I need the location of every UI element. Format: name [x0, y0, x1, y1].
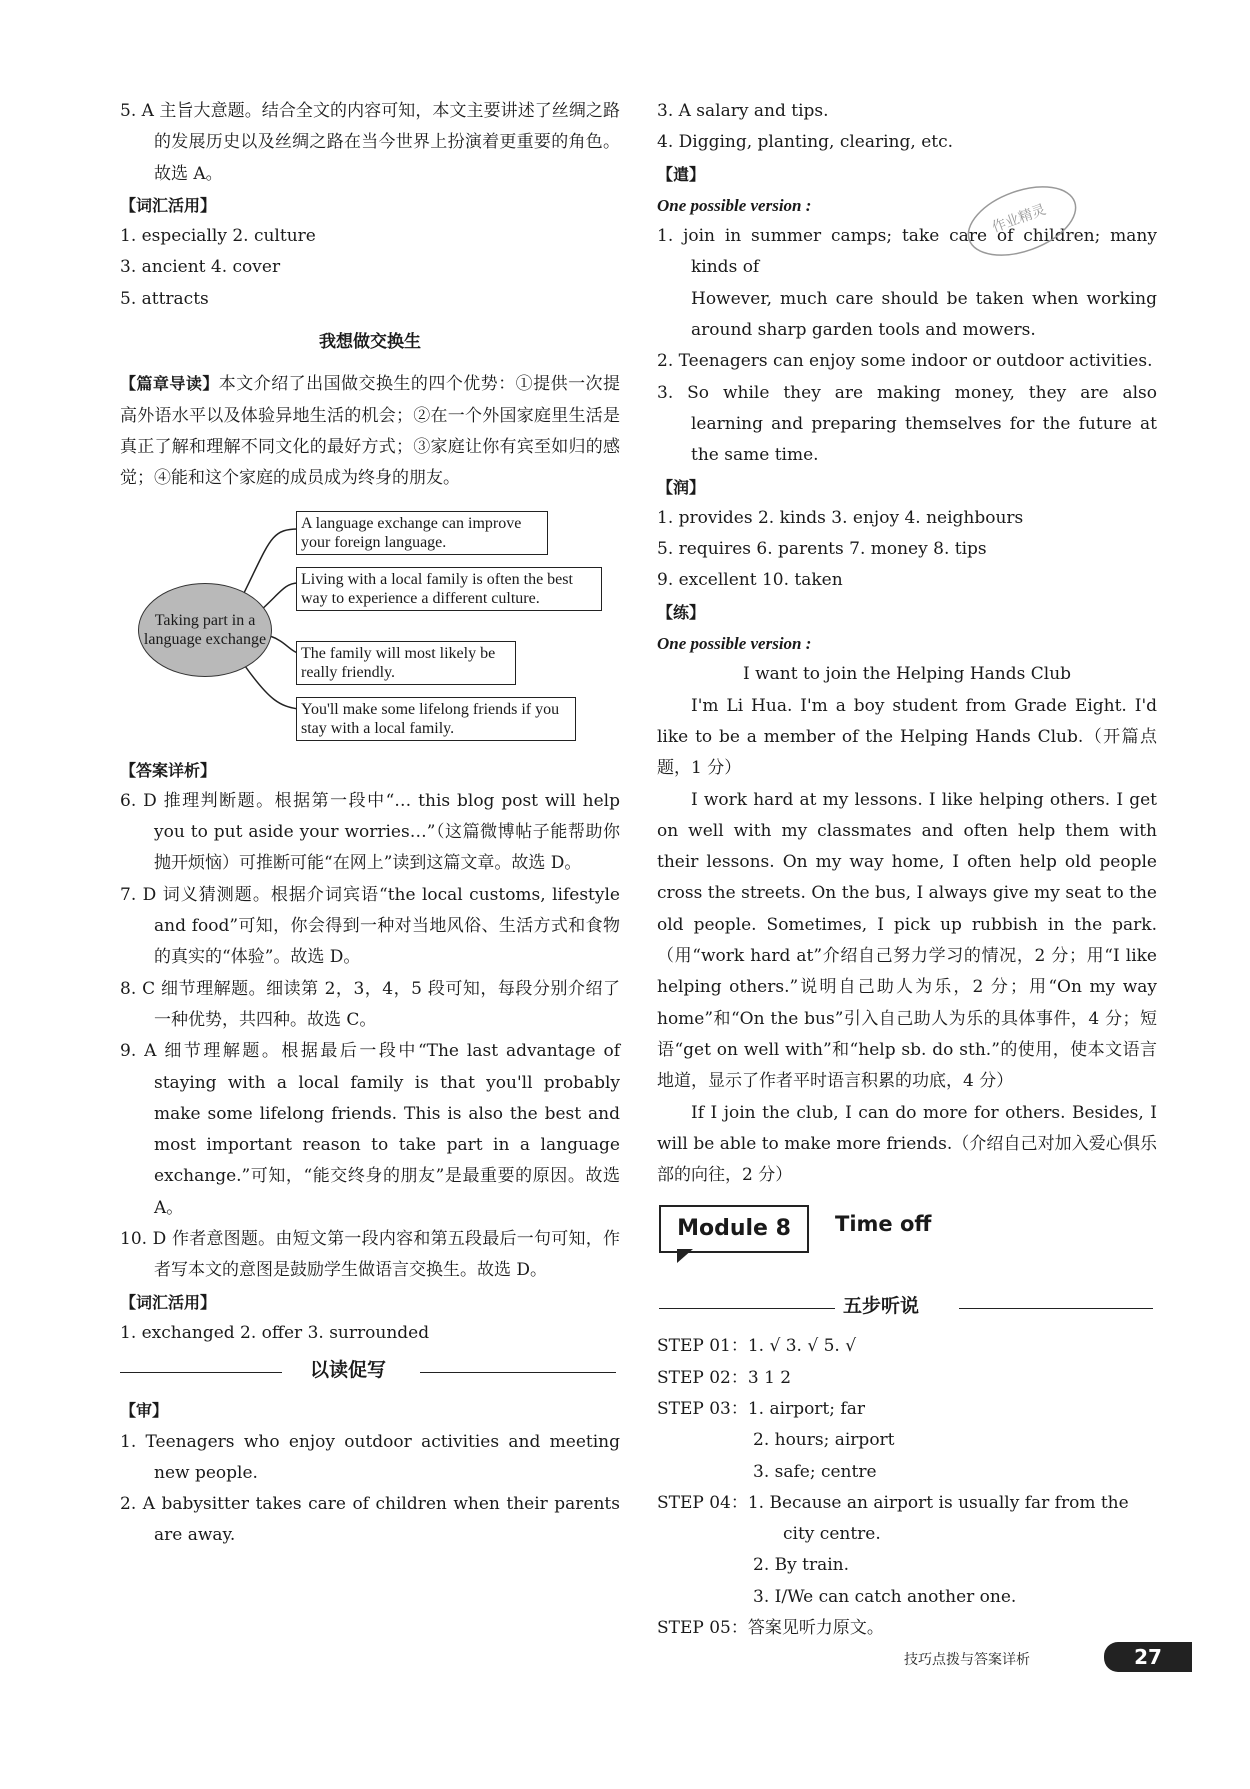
- divider-line: [420, 1372, 616, 1373]
- item-4: 4. Digging, planting, clearing, etc.: [657, 132, 954, 153]
- divider-line: [959, 1308, 1153, 1309]
- answer-10: 10. D 作者意图题。由短文第一段内容和第五段最后一句可知，作者写本文的意图是鼓励学生做语言交换生。故选 D。: [120, 1229, 620, 1281]
- five-steps-label: 五步听说: [843, 1295, 920, 1318]
- run-heading: 【润】: [657, 477, 706, 497]
- run-line: 9. excellent 10. taken: [657, 570, 843, 591]
- five-steps-divider: [657, 1291, 1157, 1325]
- answers-heading: 【答案详析】: [120, 760, 217, 780]
- shen-item: 1. Teenagers who enjoy outdoor activities and meeting new people.: [120, 1431, 620, 1483]
- stamp-logo: [962, 186, 1082, 256]
- step-05: STEP 05：答案见听力原文。: [657, 1618, 884, 1639]
- footer-label: 技巧点拨与答案详析: [904, 1652, 1030, 1668]
- version-label: One possible version :: [657, 195, 812, 215]
- qian-heading: 【遣】: [657, 164, 706, 184]
- essay-paragraph-1: I'm Li Hua. I'm a boy student from Grade Eight. I'd like to be a member of the Helping Hands Club.（开篇点题，1 分）: [657, 695, 1157, 779]
- qian-item-continued: However, much care should be taken when working around sharp garden tools and mowers.: [691, 288, 1157, 341]
- shen-heading: 【审】: [120, 1401, 169, 1421]
- step-04-item: 2. By train.: [753, 1555, 850, 1576]
- guide-paragraph: [120, 368, 620, 494]
- mind-map: [120, 501, 600, 751]
- vocab-line: 1. especially 2. culture: [120, 226, 316, 247]
- qian-item: 3. So while they are making money, they are also learning and preparing themselves for the future at the same time.: [657, 382, 1157, 466]
- right-column: [657, 96, 1157, 1644]
- version-label-2: One possible version :: [657, 634, 812, 654]
- module-label: Module 8: [659, 1205, 809, 1253]
- speech-tail-icon: [677, 1249, 693, 1263]
- section-divider: [120, 1355, 620, 1389]
- divider-line: [659, 1308, 835, 1309]
- mind-map-branch: The family will most likely be really friendly.: [296, 641, 516, 685]
- step-02: STEP 02：3 1 2: [657, 1367, 792, 1388]
- step-01: STEP 01：1. √ 3. √ 5. √: [657, 1336, 857, 1357]
- mind-map-branch: You'll make some lifelong friends if you stay with a local family.: [296, 697, 576, 741]
- shen-item: 2. A babysitter takes care of children when their parents are away.: [120, 1494, 620, 1546]
- answer-8: 8. C 细节理解题。细读第 2，3，4，5 段可知，每段分别介绍了一种优势，共四种。故选 C。: [120, 978, 620, 1030]
- answer-7: 7. D 词义猜测题。根据介词宾语“the local customs, lifestyle and food”可知，你会得到一种对当地风俗、生活方式和食物的真实的“体验”。故选 D。: [120, 884, 620, 968]
- step-03-item: 3. safe; centre: [753, 1461, 877, 1482]
- vocab-heading-2: 【词汇活用】: [120, 1292, 217, 1312]
- vocab-line: 3. ancient 4. cover: [120, 257, 281, 278]
- mind-map-branch: A language exchange can improve your foreign language.: [296, 511, 548, 555]
- run-line: 5. requires 6. parents 7. money 8. tips: [657, 539, 987, 560]
- step-03: STEP 03：1. airport; far: [657, 1398, 865, 1419]
- guide-text: 本文介绍了出国做交换生的四个优势：①提供一次提高外语水平以及体验异地生活的机会；②在一个外国家庭里生活是真正了解和理解不同文化的最好方式；③家庭让你有宾至如归的感觉；④能和这个家庭的成员成为终身的朋友。: [120, 374, 620, 489]
- page-number: 27: [1104, 1642, 1192, 1672]
- step-04: STEP 04：1. Because an airport is usually far from the city centre.: [657, 1492, 1129, 1545]
- answer-9: 9. A 细节理解题。根据最后一段中“The last advantage of staying with a local family is that you'll probably make some lifelong friends. This is also the best and most important reason to take part in a language exchange.”可知，“能交终身的朋友”是最重要的原因。故选 A。: [120, 1041, 620, 1218]
- vocab-line-2: 1. exchanged 2. offer 3. surrounded: [120, 1322, 430, 1343]
- mind-map-branch: Living with a local family is often the best way to experience a different culture.: [296, 567, 602, 611]
- essay-paragraph-3: If I join the club, I can do more for others. Besides, I will be able to make more friends.（介绍自己对加入爱心俱乐部的向往，2 分）: [657, 1102, 1157, 1186]
- answer-5: 5. A 主旨大意题。结合全文的内容可知，本文主要讲述了丝绸之路的发展历史以及丝绸之路在当今世界上扮演着更重要的角色。故选 A。: [120, 101, 620, 184]
- step-04-item: 3. I/We can catch another one.: [753, 1586, 1017, 1607]
- answer-6: 6. D 推理判断题。根据第一段中“… this blog post will help you to put aside your worries…”（这篇微博帖子能帮助你抛开烦恼）可推断可能“在网上”读到这篇文章。故选 D。: [120, 790, 620, 874]
- mind-map-center: Taking part in a language exchange: [138, 583, 272, 677]
- qian-item: 1. join in summer camps; take care of children; many kinds of: [657, 226, 1157, 278]
- vocab-line: 5. attracts: [120, 288, 209, 309]
- qian-item: 2. Teenagers can enjoy some indoor or outdoor activities.: [657, 351, 1153, 372]
- divider-line: [120, 1372, 282, 1373]
- guide-heading: 【篇章导读】: [120, 374, 219, 394]
- svg-text:作业精灵: 作业精灵: [990, 201, 1049, 236]
- step-03-item: 2. hours; airport: [753, 1430, 895, 1451]
- essay-title: I want to join the Helping Hands Club: [742, 664, 1072, 685]
- essay-paragraph-2: I work hard at my lessons. I like helping others. I get on well with my classmates and often help them with their lessons. On my way home, I often help old people cross the streets. On the bus, I always give my seat to the old people. Sometimes, I pick up rubbish in the park.（用“work hard at”介绍自己努力学习的情况，2 分；用“I like helping others.”说明自己助人为乐，2 分；用“On my way home”和“On the bus”引入自己助人为乐的具体事件，4 分；短语“get on well with”和“help sb. do sth.”的使用，使本文语言地道，显示了作者平时语言积累的功底，4 分）: [657, 789, 1157, 1092]
- module-header: [657, 1201, 1157, 1271]
- section-label: 以读促写: [310, 1359, 387, 1382]
- lian-heading: 【练】: [657, 602, 706, 622]
- vocab-heading: 【词汇活用】: [120, 195, 217, 215]
- article-title: 我想做交换生: [319, 332, 421, 353]
- left-column: [120, 96, 620, 1552]
- module-title: Time off: [835, 1212, 932, 1237]
- item-3: 3. A salary and tips.: [657, 101, 829, 121]
- run-line: 1. provides 2. kinds 3. enjoy 4. neighbours: [657, 507, 1024, 528]
